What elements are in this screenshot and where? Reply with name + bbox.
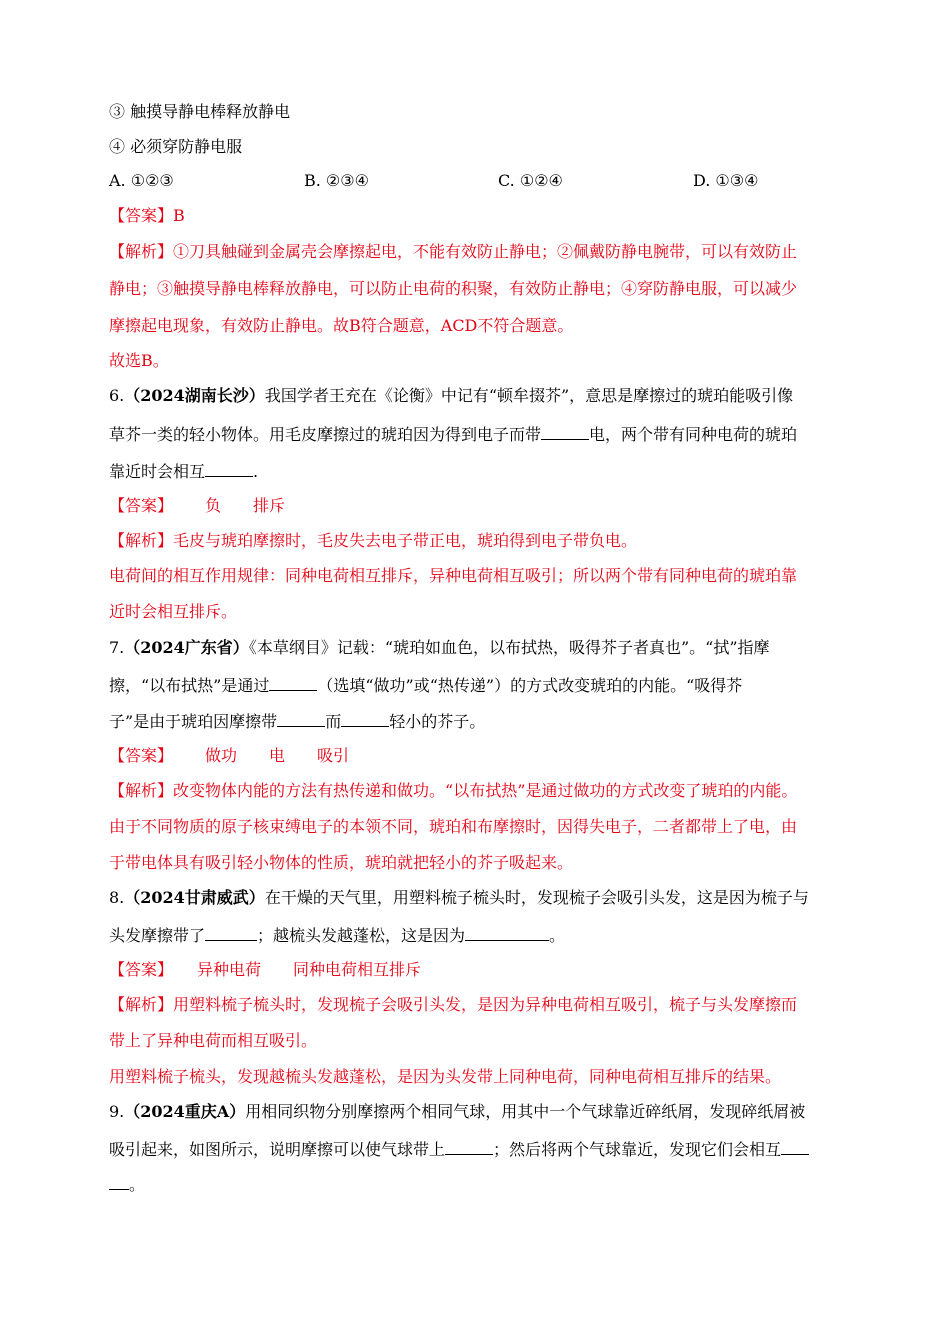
question-source: （2024重庆A） (124, 1102, 246, 1121)
fill-blank[interactable] (541, 424, 589, 440)
q7-line-3 (109, 711, 485, 732)
question-source: （2024广东省） (124, 638, 249, 657)
question-number: 6. (109, 386, 125, 405)
fill-blank[interactable] (277, 711, 325, 727)
fill-blank[interactable] (109, 1174, 129, 1190)
analysis-tag: 【解析】 (109, 242, 174, 261)
q6-analysis-line-3: 近时会相互排斥。 (109, 602, 238, 621)
analysis-text: 改变物体内能的方法有热传递和做功。“以布拭热”是通过做功的方式改变了琥珀的内能。 (173, 781, 798, 800)
analysis-tag: 【解析】 (109, 781, 174, 800)
question-number: 7. (109, 638, 125, 657)
q5-analysis-line-2: 静电；③触摸导静电棒释放静电，可以防止电荷的积聚，有效防止静电；④穿防静电服，可以减少 (109, 279, 798, 298)
answer-value: 做功 (205, 746, 238, 765)
answer-value: 吸引 (317, 746, 350, 765)
fill-blank[interactable] (269, 675, 317, 691)
analysis-text: ①刀具触碰到金属壳会摩擦起电，不能有效防止静电；②佩戴防静电腕带，可以有效防止 (173, 242, 798, 261)
answer-value: B (173, 206, 185, 225)
answer-value: 电 (269, 746, 286, 765)
answer-tag: 【答案】 (109, 496, 174, 515)
question-text: 吸引起来，如图所示，说明摩擦可以使气球带上 (109, 1140, 446, 1159)
q5-item-3: ③ 触摸导静电棒释放静电 (109, 102, 291, 121)
answer-value: 异种电荷 (197, 960, 262, 979)
question-text: 用相同织物分别摩擦两个相同气球，用其中一个气球靠近碎纸屑，发现碎纸屑被 (245, 1102, 806, 1121)
answer-tag: 【答案】 (109, 746, 174, 765)
question-text: 头发摩擦带了 (109, 926, 206, 945)
q6-line-3 (109, 461, 258, 482)
question-number: 9. (109, 1102, 125, 1121)
question-text: 子”是由于琥珀因摩擦带 (109, 712, 278, 731)
fill-blank[interactable] (465, 925, 549, 941)
answer-tag: 【答案】 (109, 960, 174, 979)
fill-blank[interactable] (205, 461, 253, 477)
q5-option-d: D. ①③④ (693, 171, 759, 190)
q6-line-1 (109, 386, 793, 406)
fill-blank[interactable] (341, 711, 389, 727)
question-text: 草芥一类的轻小物体。用毛皮摩擦过的琥珀因为得到电子而带 (109, 425, 542, 444)
q5-answer (109, 206, 185, 226)
answer-value: 排斥 (253, 496, 286, 515)
question-text: 靠近时会相互 (109, 462, 206, 481)
analysis-tag: 【解析】 (109, 995, 174, 1014)
q8-line-2 (109, 925, 565, 946)
q9-line-3 (109, 1174, 145, 1195)
q5-option-a: A. ①②③ (109, 171, 174, 190)
question-text: 而 (325, 712, 342, 731)
q5-option-b: B. ②③④ (304, 171, 369, 190)
q7-line-2 (109, 675, 742, 696)
question-text: 在干燥的天气里，用塑料梳子梳头时，发现梳子会吸引头发，这是因为梳子与 (264, 888, 809, 907)
question-text: ；越梳头发越蓬松，这是因为 (257, 926, 466, 945)
answer-tag: 【答案】 (109, 206, 174, 225)
q9-line-2 (109, 1139, 809, 1160)
question-text: 我国学者王充在《论衡》中记有“顿牟掇芥”，意思是摩擦过的琥珀能吸引像 (264, 386, 794, 405)
q5-analysis-line-3: 摩擦起电现象，有效防止静电。故B符合题意，ACD不符合题意。 (109, 316, 574, 335)
q5-conclusion: 故选B。 (109, 351, 169, 370)
answer-value: 负 (205, 496, 222, 515)
question-text: 《本草纲目》记载：“琥珀如血色，以布拭热，吸得芥子者真也”。“拭”指摩 (248, 638, 770, 657)
fill-blank[interactable] (445, 1139, 493, 1155)
q8-analysis-line-1 (109, 995, 797, 1015)
question-text: . (253, 462, 259, 481)
q7-analysis-line-1 (109, 781, 797, 801)
question-text: 电，两个带有同种电荷的琥珀 (589, 425, 798, 444)
question-text: （选填“做功”或“热传递”）的方式改变琥珀的内能。“吸得芥 (317, 676, 743, 695)
q7-answer (109, 746, 349, 766)
q8-answer (109, 960, 421, 980)
question-text: ；然后将两个气球靠近，发现它们会相互 (493, 1140, 782, 1159)
question-text: 轻小的芥子。 (389, 712, 486, 731)
question-source: （2024湖南长沙） (124, 386, 265, 405)
answer-value: 同种电荷相互排斥 (293, 960, 422, 979)
analysis-tag: 【解析】 (109, 531, 174, 550)
q7-analysis-line-2: 由于不同物质的原子核束缚电子的本领不同，琥珀和布摩擦时，因得失电子，二者都带上了电，由 (109, 817, 798, 836)
question-text: 。 (549, 926, 566, 945)
q6-answer (109, 496, 285, 516)
fill-blank[interactable] (205, 925, 257, 941)
analysis-text: 用塑料梳子梳头时，发现梳子会吸引头发，是因为异种电荷相互吸引，梳子与头发摩擦而 (173, 995, 798, 1014)
q8-analysis-line-2: 带上了异种电荷而相互吸引。 (109, 1031, 318, 1050)
q5-option-c: C. ①②④ (498, 171, 563, 190)
q6-analysis-line-2: 电荷间的相互作用规律：同种电荷相互排斥，异种电荷相互吸引；所以两个带有同种电荷的琥珀靠 (109, 566, 798, 585)
q9-line-1 (109, 1102, 805, 1122)
question-text: 。 (129, 1175, 146, 1194)
q5-analysis-line-1 (109, 242, 797, 262)
question-text: 擦，“以布拭热”是通过 (109, 676, 270, 695)
q6-line-2 (109, 424, 797, 445)
analysis-text: 毛皮与琥珀摩擦时，毛皮失去电子带正电，琥珀得到电子带负电。 (173, 531, 638, 550)
q5-item-4: ④ 必须穿防静电服 (109, 137, 243, 156)
q8-line-1 (109, 888, 809, 908)
fill-blank[interactable] (781, 1139, 809, 1155)
q7-line-1 (109, 638, 770, 658)
question-source: （2024甘肃威武） (124, 888, 265, 907)
q7-analysis-line-3: 于带电体具有吸引轻小物体的性质，琥珀就把轻小的芥子吸起来。 (109, 853, 574, 872)
question-number: 8. (109, 888, 125, 907)
q6-analysis-line-1 (109, 531, 637, 551)
q8-analysis-line-3: 用塑料梳子梳头，发现越梳头发越蓬松，是因为头发带上同种电荷，同种电荷相互排斥的结果。 (109, 1067, 782, 1086)
